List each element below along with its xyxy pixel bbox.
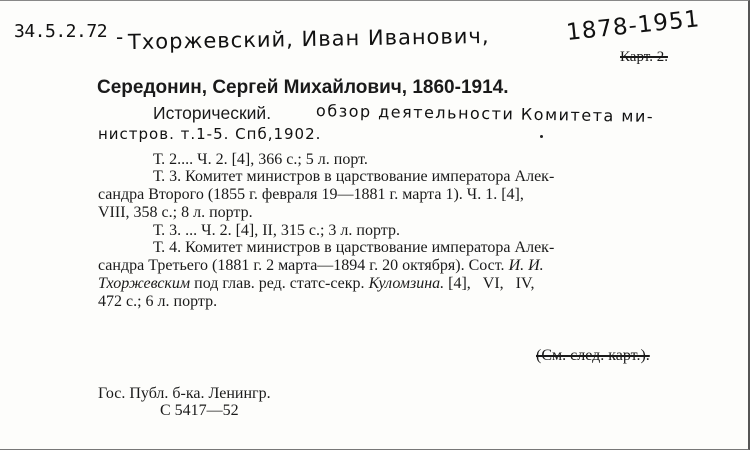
title-typed: Исторический. — [153, 103, 272, 123]
shelfmark: С 5417—52 — [160, 402, 239, 419]
call-number: 34.5.2.72 — [14, 21, 108, 42]
volume-line: VIII, 358 с.; 8 л. портр. — [98, 204, 253, 221]
volume-line: Т. 3. Комитет министров в царствование императора Алек- — [153, 168, 555, 185]
heading-author: Середонин, Сергей Михайлович, 1860-1914. — [97, 77, 509, 98]
title-handwritten-2: нистров. т.1-5. Спб,1902. — [98, 125, 322, 143]
see-next-card — [536, 347, 650, 365]
volume-line: Т. 2.... Ч. 2. [4], 366 с.; 5 л. порт. — [153, 151, 368, 168]
volume-line — [98, 275, 534, 293]
card-number: Карт. 2. — [620, 49, 668, 65]
editor-name: Куломзина. — [368, 275, 445, 292]
volume-line: 472 с.; 6 л. портр. — [98, 293, 218, 310]
ink-dot — [540, 135, 543, 138]
title-handwritten-1: обзор деятельности Комитета ми- — [315, 101, 655, 126]
compiler-name: Тхоржевским — [98, 275, 191, 292]
volume-line — [98, 257, 544, 275]
volume-line: Т. 3. ... Ч. 2. [4], II, 315 с.; 3 л. портр. — [153, 222, 400, 239]
handwritten-separator: - — [116, 25, 124, 49]
handwritten-author: Тхоржевский, Иван Иванович, — [127, 23, 490, 55]
volume-line-text: сандра Третьего (1881 г. 2 марта—1894 г. 20 октября). Сост. — [98, 257, 505, 274]
see-next-card-text: (См. след. карт.). — [536, 347, 650, 364]
handwritten-years: 1878-1951 — [565, 6, 702, 46]
library-name: Гос. Публ. б-ка. Ленингр. — [98, 385, 271, 402]
volume-line: Т. 4. Комитет министров в царствование императора Алек- — [153, 239, 555, 256]
volume-line-text: под глав. ред. статс-секр. — [194, 275, 365, 292]
compiler-initials: И. И. — [508, 257, 544, 274]
volume-line-text: [4], VI, IV, — [448, 275, 535, 292]
volume-line: сандра Второго (1855 г. февраля 19—1881 г. марта 1). Ч. 1. [4], — [98, 186, 524, 203]
